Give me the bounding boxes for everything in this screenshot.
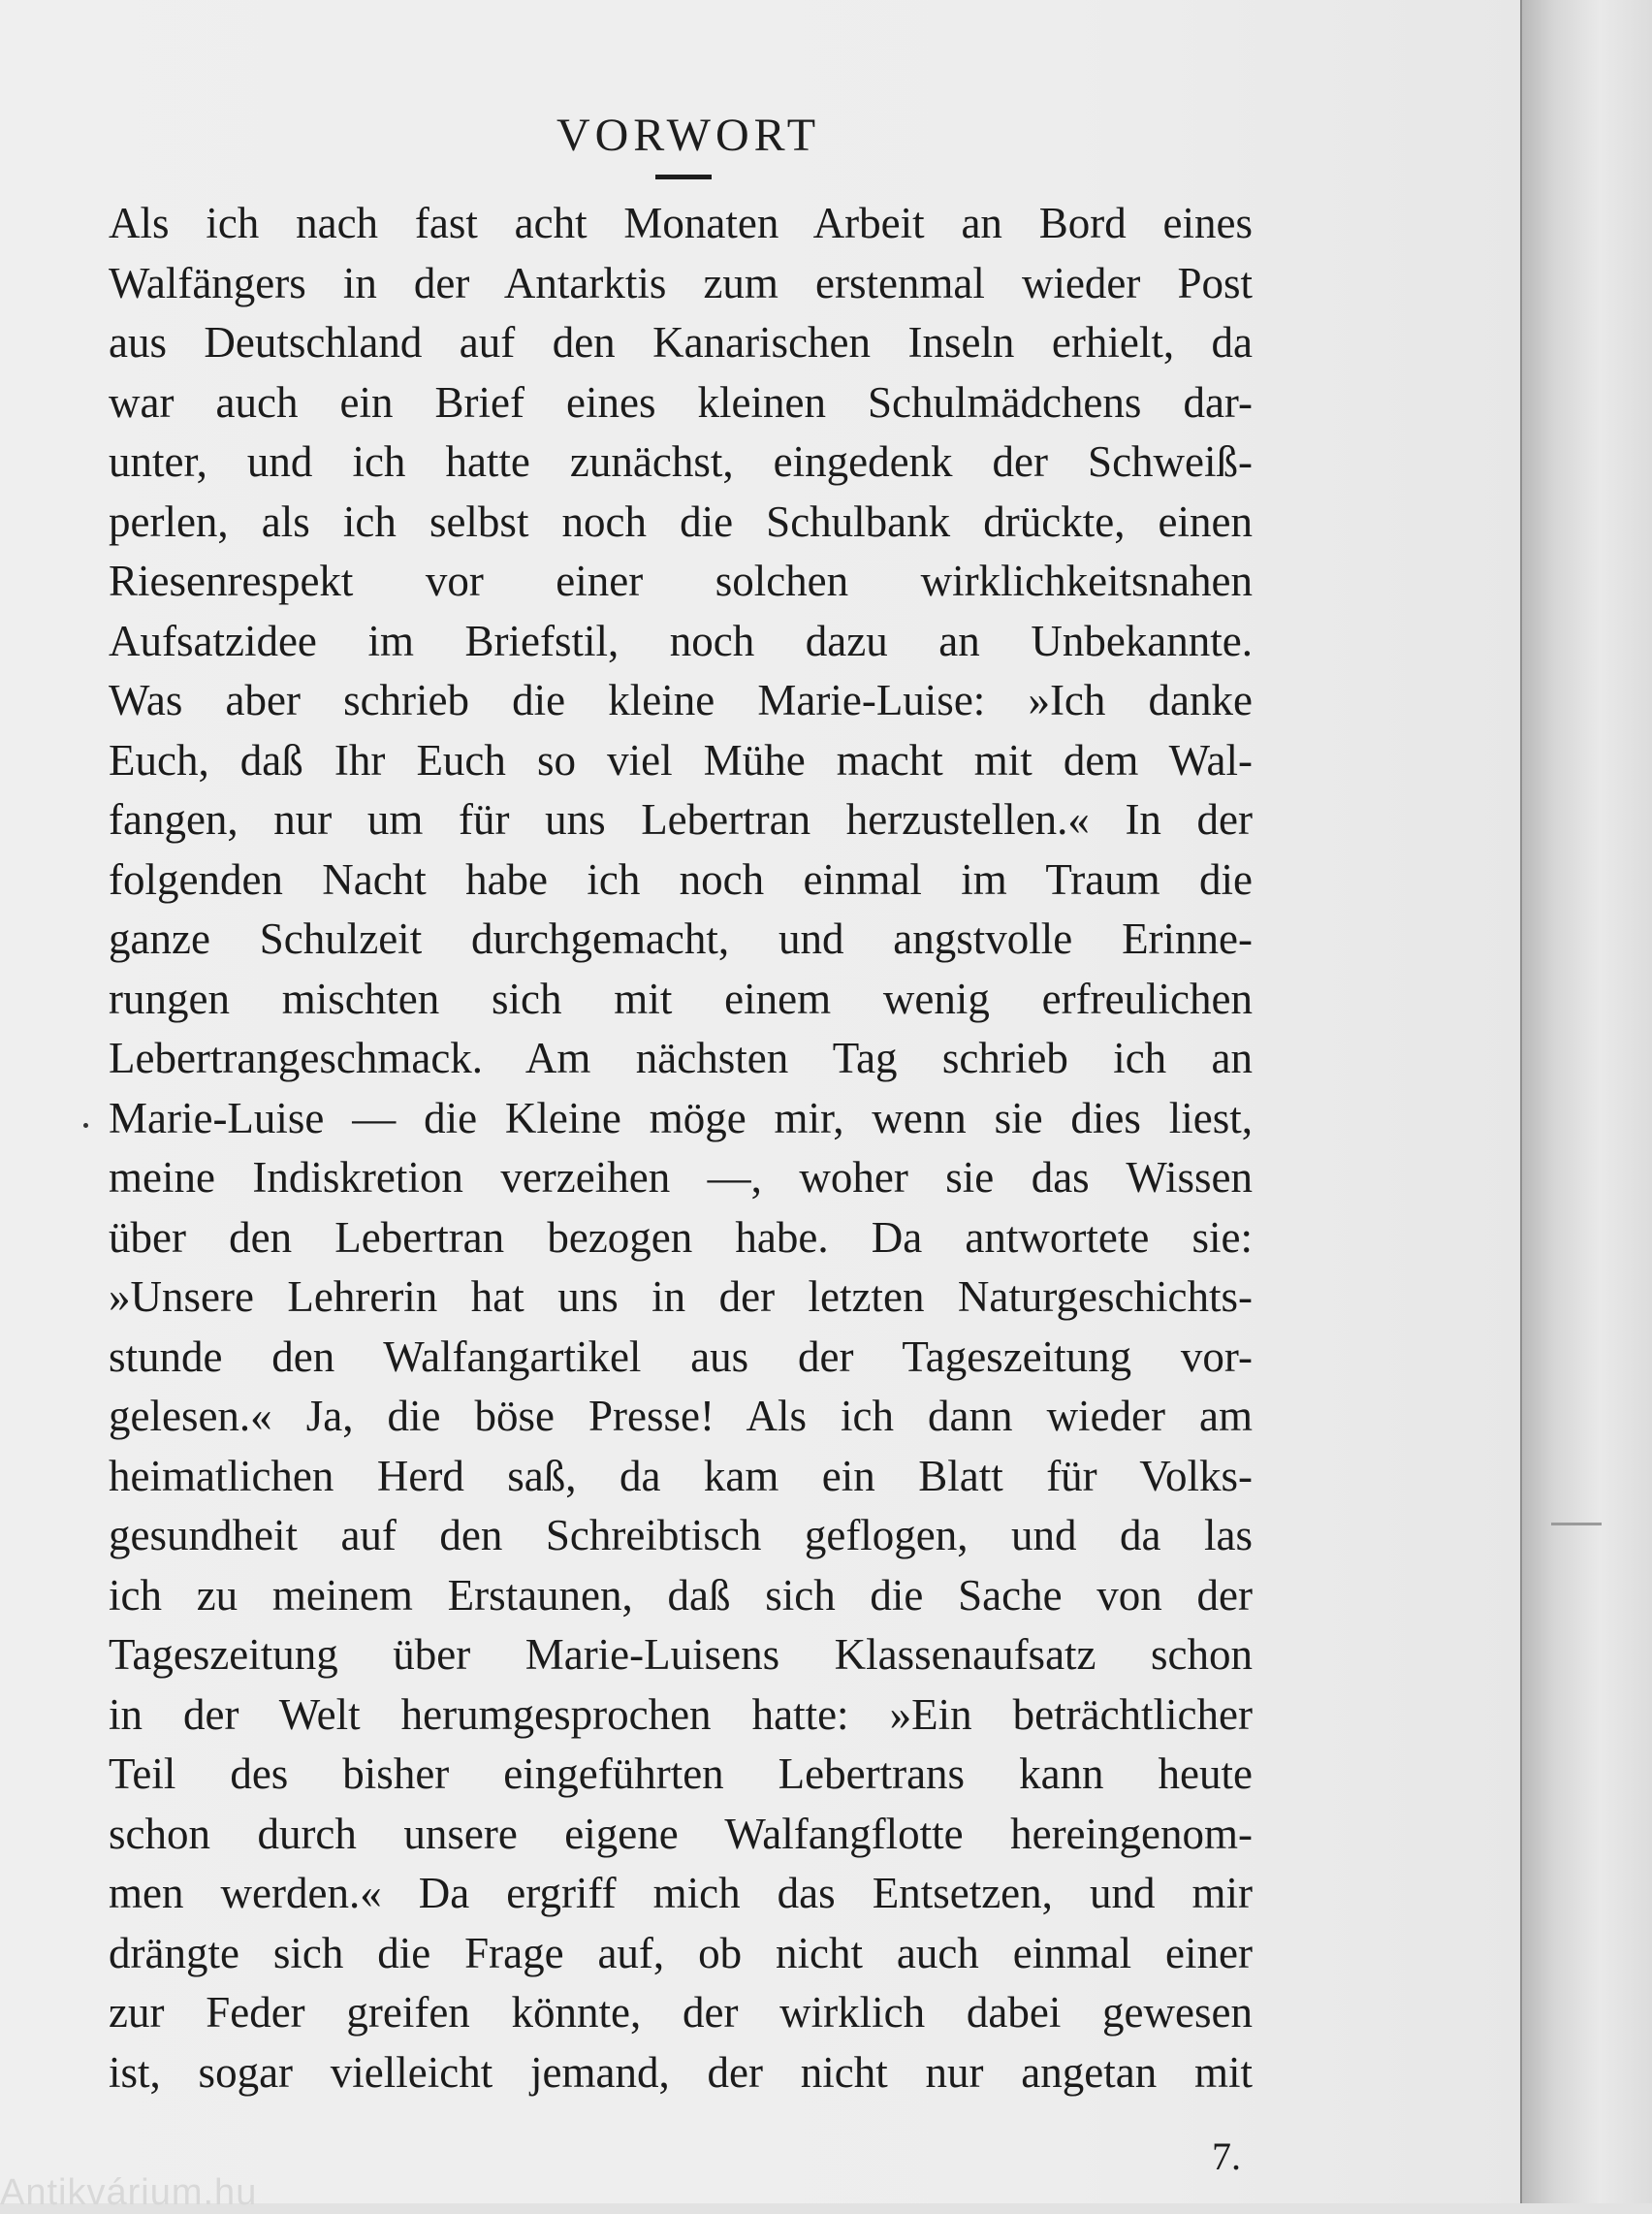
margin-mark [83, 1123, 88, 1128]
page-title: VORWORT [556, 110, 821, 161]
text-line: folgenden Nacht habe ich noch einmal im Traum die [109, 854, 1253, 904]
text-line: unter, und ich hatte zunächst, eingedenk der Schweiß- [109, 437, 1253, 486]
book-gutter [1522, 0, 1652, 2203]
text-line: in der Welt herumgesprochen hatte: »Ein beträchtlicher [109, 1689, 1253, 1739]
text-line: heimatlichen Herd saß, da kam ein Blatt für Volks- [109, 1451, 1253, 1500]
text-line: Was aber schrieb die kleine Marie-Luise: »Ich danke [109, 676, 1253, 724]
text-line: Als ich nach fast acht Monaten Arbeit an Bord eines [109, 199, 1253, 247]
text-line: zur Feder greifen könnte, der wirklich dabei gewesen [109, 1988, 1253, 2037]
text-line: Teil des bisher eingeführten Lebertrans kann heute [109, 1749, 1253, 1798]
watermark: Antikvárium.hu [0, 2172, 258, 2213]
text-line: perlen, als ich selbst noch die Schulbank drückte, einen [109, 497, 1253, 546]
text-line: Walfängers in der Antarktis zum erstenmal wieder Post [109, 258, 1253, 307]
gutter-mark [1551, 1523, 1602, 1525]
text-line: Lebertrangeschmack. Am nächsten Tag schrieb ich an [109, 1034, 1253, 1082]
text-line: Tageszeitung über Marie-Luisens Klassenaufsatz schon [109, 1630, 1253, 1679]
text-line: Marie-Luise — die Kleine möge mir, wenn sie dies liest, [109, 1093, 1253, 1142]
text-line: ich zu meinem Erstaunen, daß sich die Sache von der [109, 1570, 1253, 1620]
text-line: ganze Schulzeit durchgemacht, und angstvolle Erinne- [109, 914, 1253, 963]
text-line: über den Lebertran bezogen habe. Da antwortete sie: [109, 1212, 1253, 1262]
text-line: fangen, nur um für uns Lebertran herzustellen.« In der [109, 795, 1253, 844]
page-number: 7. [1212, 2134, 1241, 2178]
text-line: aus Deutschland auf den Kanarischen Inseln erhielt, da [109, 318, 1253, 367]
text-line: men werden.« Da ergriff mich das Entsetzen, und mir [109, 1869, 1253, 1917]
text-line: gelesen.« Ja, die böse Presse! Als ich dann wieder am [109, 1392, 1253, 1440]
text-line: war auch ein Brief eines kleinen Schulmädchens dar- [109, 377, 1253, 427]
text-line: »Unsere Lehrerin hat uns in der letzten Naturgeschichts- [109, 1272, 1253, 1321]
text-line: drängte sich die Frage auf, ob nicht auch einmal einer [109, 1928, 1253, 1977]
text-line: rungen mischten sich mit einem wenig erfreulichen [109, 974, 1253, 1023]
title-rule-divider [655, 175, 712, 179]
text-line: Aufsatzidee im Briefstil, noch dazu an Unbekannte. [109, 616, 1253, 665]
text-line: Euch, daß Ihr Euch so viel Mühe macht mit dem Wal- [109, 735, 1253, 785]
text-line: schon durch unsere eigene Walfangflotte hereingenom- [109, 1809, 1253, 1858]
body-paragraph [109, 194, 1253, 2102]
text-line: meine Indiskretion verzeihen —, woher sie das Wissen [109, 1153, 1253, 1202]
text-line: Riesenrespekt vor einer solchen wirklichkeitsnahen [109, 557, 1253, 605]
text-line: stunde den Walfangartikel aus der Tageszeitung vor- [109, 1332, 1253, 1381]
text-line: gesundheit auf den Schreibtisch geflogen, und da las [109, 1511, 1253, 1559]
text-line: ist, sogar vielleicht jemand, der nicht nur angetan mit [109, 2047, 1253, 2097]
